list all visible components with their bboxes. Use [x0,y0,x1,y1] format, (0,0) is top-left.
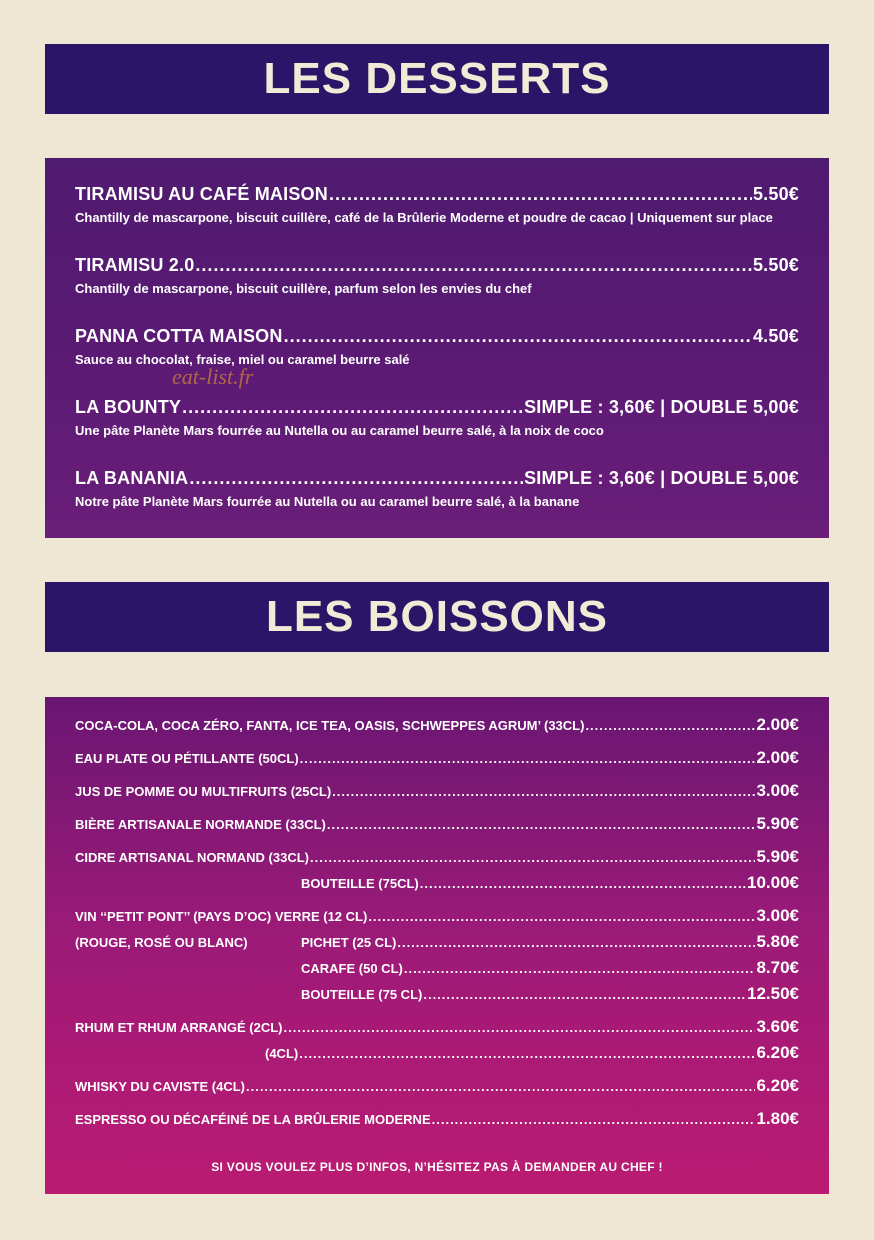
drink-row [75,1076,799,1109]
dessert-name: LA BOUNTY [75,397,182,417]
drink-row [75,1109,799,1142]
boissons-panel [45,697,829,1194]
dessert-price: SIMPLE : 3,60€ | DOUBLE 5,00€ [524,468,799,488]
wine-color-label: (ROUGE, ROSÉ OU BLANC) [75,935,248,950]
drink-name: JUS DE POMME OU MULTIFRUITS (25CL) [75,784,332,799]
dessert-description: Chantilly de mascarpone, biscuit cuillère, parfum selon les envies du chef [75,281,532,296]
dessert-price: 5.50€ [752,184,799,204]
dessert-item [75,255,799,326]
dessert-item [75,184,799,255]
leader-dots [404,961,756,976]
drink-row [75,814,799,847]
drink-price: 5.90€ [756,847,799,866]
leader-dots [585,718,755,733]
dessert-item [75,468,799,539]
drink-row [75,906,799,932]
leader-dots [246,1079,755,1094]
drink-name: EAU PLATE OU PÉTILLANTE (50CL) [75,751,299,766]
drink-name: BIÈRE ARTISANALE NORMANDE (33CL) [75,817,326,832]
leader-dots [368,909,755,924]
leader-dots [284,1020,756,1035]
drink-name: RHUM ET RHUM ARRANGÉ (2CL) [75,1020,283,1035]
drink-row [75,748,799,781]
watermark: eat-list.fr [172,364,254,389]
drink-price: 2.00€ [756,715,799,734]
leader-dots [420,876,746,891]
dessert-price: SIMPLE : 3,60€ | DOUBLE 5,00€ [524,397,799,417]
dessert-description: Sauce au chocolat, fraise, miel ou caramel beurre salé [75,352,410,367]
leader-dots [332,784,755,799]
dessert-name: LA BANANIA [75,468,189,488]
drink-row [75,1043,799,1076]
drink-row [75,958,799,984]
drink-price: 2.00€ [756,748,799,767]
dessert-price: 4.50€ [752,326,799,346]
leader-dots [300,751,756,766]
drink-name: BOUTEILLE (75CL) [301,876,419,891]
leader-dots [329,184,752,205]
dessert-description: Notre pâte Planète Mars fourrée au Nutella ou au caramel beurre salé, à la banane [75,494,580,509]
drink-price: 5.90€ [756,814,799,833]
leader-dots [182,397,523,418]
drink-price: 5.80€ [756,932,799,951]
leader-dots [423,987,746,1002]
drink-row [75,932,799,958]
leader-dots [195,255,752,276]
dessert-item [75,397,799,468]
desserts-banner [45,44,829,114]
leader-dots [284,326,752,347]
drink-price: 1.80€ [756,1109,799,1128]
drink-row [75,715,799,748]
leader-dots [310,850,755,865]
drink-price: 3.00€ [756,906,799,925]
boissons-banner [45,582,829,652]
drink-row [75,781,799,814]
leader-dots [189,468,523,489]
drink-price: 12.50€ [747,984,799,1003]
drink-price: 8.70€ [756,958,799,977]
boissons-title: LES BOISSONS [265,592,609,641]
leader-dots [299,1046,755,1061]
drink-price: 3.60€ [756,1017,799,1036]
dessert-name: TIRAMISU 2.0 [75,255,195,275]
leader-dots [327,817,756,832]
drink-name: (4CL) [265,1046,299,1061]
drink-price: 10.00€ [747,873,799,892]
drink-row [75,873,799,906]
drink-name: PICHET (25 CL) [301,935,397,950]
desserts-title: LES DESSERTS [263,54,611,103]
dessert-description: Chantilly de mascarpone, biscuit cuillère, café de la Brûlerie Moderne et poudre de cacao | Uniquement sur place [75,210,773,225]
dessert-description: Une pâte Planète Mars fourrée au Nutella ou au caramel beurre salé, à la noix de coco [75,423,604,438]
drink-name: VIN ‘‘PETIT PONT’’ (PAYS D’OC) VERRE (12 CL) [75,909,368,924]
dessert-price: 5.50€ [752,255,799,275]
dessert-name: PANNA COTTA MAISON [75,326,283,346]
drink-row [75,984,799,1017]
drink-name: CARAFE (50 CL) [301,961,403,976]
footer-note: SI VOUS VOULEZ PLUS D’INFOS, N’HÉSITEZ PAS À DEMANDER AU CHEF ! [211,1160,663,1174]
drink-row [75,847,799,873]
drink-price: 6.20€ [756,1076,799,1095]
leader-dots [432,1112,756,1127]
desserts-panel [45,158,829,538]
dessert-name: TIRAMISU AU CAFÉ MAISON [75,184,328,204]
drink-name: BOUTEILLE (75 CL) [301,987,423,1002]
leader-dots [397,935,755,950]
drink-price: 3.00€ [756,781,799,800]
drink-name: COCA-COLA, COCA ZÉRO, FANTA, ICE TEA, OASIS, SCHWEPPES AGRUM’ (33CL) [75,718,585,733]
drink-name: CIDRE ARTISANAL NORMAND (33CL) [75,850,309,865]
drink-row [75,1017,799,1043]
drink-name: WHISKY DU CAVISTE (4CL) [75,1079,245,1094]
drink-name: ESPRESSO OU DÉCAFÉINÉ DE LA BRÛLERIE MODERNE [75,1112,431,1127]
drink-price: 6.20€ [756,1043,799,1062]
